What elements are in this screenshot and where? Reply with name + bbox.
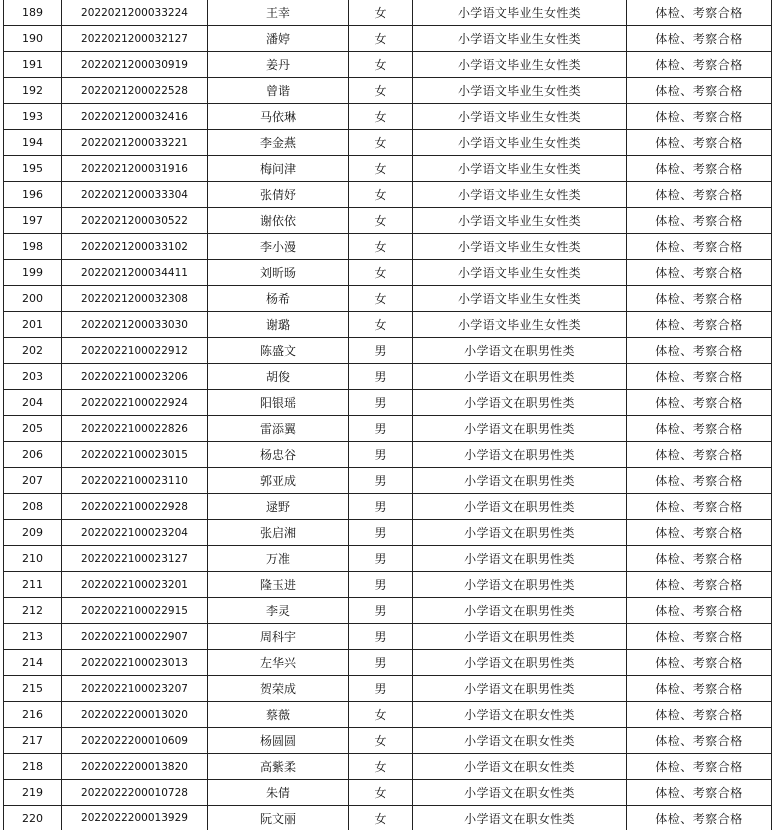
result-cell: 体检、考察合格 (627, 364, 772, 390)
result-cell: 体检、考察合格 (627, 52, 772, 78)
gender-cell: 女 (349, 312, 413, 338)
name-cell: 阮文丽 (208, 806, 349, 831)
exam-id-cell: 2022021200032416 (62, 104, 208, 130)
category-cell: 小学语文在职男性类 (413, 598, 627, 624)
exam-id-cell: 2022022100022924 (62, 390, 208, 416)
category-cell: 小学语文在职男性类 (413, 416, 627, 442)
name-cell: 张倩妤 (208, 182, 349, 208)
table-body (4, 0, 772, 830)
exam-id-cell: 2022021200033221 (62, 130, 208, 156)
category-cell: 小学语文在职男性类 (413, 676, 627, 702)
category-cell: 小学语文在职男性类 (413, 442, 627, 468)
table-row (4, 390, 772, 416)
category-cell: 小学语文毕业生女性类 (413, 52, 627, 78)
gender-cell: 女 (349, 780, 413, 806)
row-number-cell: 201 (4, 312, 62, 338)
gender-cell: 女 (349, 702, 413, 728)
gender-cell: 男 (349, 520, 413, 546)
gender-cell: 女 (349, 234, 413, 260)
name-cell: 谢璐 (208, 312, 349, 338)
table-row (4, 312, 772, 338)
result-cell: 体检、考察合格 (627, 78, 772, 104)
row-number-cell: 189 (4, 0, 62, 26)
exam-id-cell: 2022021200030522 (62, 208, 208, 234)
name-cell: 杨圆圆 (208, 728, 349, 754)
name-cell: 隆玉进 (208, 572, 349, 598)
result-cell: 体检、考察合格 (627, 572, 772, 598)
category-cell: 小学语文毕业生女性类 (413, 260, 627, 286)
exam-id-cell: 2022022100023201 (62, 572, 208, 598)
category-cell: 小学语文毕业生女性类 (413, 286, 627, 312)
name-cell: 潘婷 (208, 26, 349, 52)
row-number-cell: 217 (4, 728, 62, 754)
result-cell: 体检、考察合格 (627, 338, 772, 364)
gender-cell: 女 (349, 130, 413, 156)
result-cell: 体检、考察合格 (627, 286, 772, 312)
row-number-cell: 211 (4, 572, 62, 598)
name-cell: 逯野 (208, 494, 349, 520)
exam-id-cell: 2022021200034411 (62, 260, 208, 286)
category-cell: 小学语文毕业生女性类 (413, 234, 627, 260)
gender-cell: 女 (349, 78, 413, 104)
exam-id-cell: 2022021200033224 (62, 0, 208, 26)
category-cell: 小学语文在职男性类 (413, 624, 627, 650)
table-row (4, 234, 772, 260)
category-cell: 小学语文毕业生女性类 (413, 78, 627, 104)
gender-cell: 男 (349, 442, 413, 468)
table-row (4, 780, 772, 806)
result-cell: 体检、考察合格 (627, 156, 772, 182)
gender-cell: 女 (349, 286, 413, 312)
name-cell: 李灵 (208, 598, 349, 624)
result-cell: 体检、考察合格 (627, 182, 772, 208)
exam-id-cell: 2022022100023127 (62, 546, 208, 572)
result-cell: 体检、考察合格 (627, 598, 772, 624)
category-cell: 小学语文在职男性类 (413, 494, 627, 520)
category-cell: 小学语文毕业生女性类 (413, 182, 627, 208)
table-row (4, 728, 772, 754)
row-number-cell: 206 (4, 442, 62, 468)
result-cell: 体检、考察合格 (627, 520, 772, 546)
category-cell: 小学语文在职男性类 (413, 520, 627, 546)
name-cell: 王幸 (208, 0, 349, 26)
category-cell: 小学语文毕业生女性类 (413, 0, 627, 26)
result-cell: 体检、考察合格 (627, 0, 772, 26)
row-number-cell: 218 (4, 754, 62, 780)
name-cell: 梅问津 (208, 156, 349, 182)
exam-id-cell: 2022021200031916 (62, 156, 208, 182)
name-cell: 李金燕 (208, 130, 349, 156)
category-cell: 小学语文毕业生女性类 (413, 26, 627, 52)
gender-cell: 女 (349, 156, 413, 182)
name-cell: 张启湘 (208, 520, 349, 546)
exam-id-cell: 2022022100022907 (62, 624, 208, 650)
exam-id-cell: 2022022200010728 (62, 780, 208, 806)
gender-cell: 男 (349, 624, 413, 650)
name-cell: 刘昕旸 (208, 260, 349, 286)
row-number-cell: 216 (4, 702, 62, 728)
category-cell: 小学语文在职男性类 (413, 572, 627, 598)
gender-cell: 女 (349, 26, 413, 52)
exam-id-cell: 2022021200032308 (62, 286, 208, 312)
result-cell: 体检、考察合格 (627, 234, 772, 260)
gender-cell: 女 (349, 754, 413, 780)
table-row (4, 650, 772, 676)
category-cell: 小学语文毕业生女性类 (413, 104, 627, 130)
table-row (4, 546, 772, 572)
gender-cell: 男 (349, 598, 413, 624)
exam-id-cell: 2022022100023204 (62, 520, 208, 546)
result-cell: 体检、考察合格 (627, 780, 772, 806)
result-cell: 体检、考察合格 (627, 676, 772, 702)
row-number-cell: 191 (4, 52, 62, 78)
row-number-cell: 214 (4, 650, 62, 676)
exam-id-cell: 2022022100022826 (62, 416, 208, 442)
exam-id-cell: 2022022200013020 (62, 702, 208, 728)
gender-cell: 男 (349, 650, 413, 676)
name-cell: 朱倩 (208, 780, 349, 806)
exam-id-cell: 2022021200033102 (62, 234, 208, 260)
gender-cell: 女 (349, 0, 413, 26)
result-cell: 体检、考察合格 (627, 416, 772, 442)
table-row (4, 0, 772, 26)
row-number-cell: 202 (4, 338, 62, 364)
category-cell: 小学语文毕业生女性类 (413, 208, 627, 234)
gender-cell: 女 (349, 104, 413, 130)
gender-cell: 女 (349, 728, 413, 754)
row-number-cell: 210 (4, 546, 62, 572)
name-cell: 高紫柔 (208, 754, 349, 780)
row-number-cell: 209 (4, 520, 62, 546)
name-cell: 雷添翼 (208, 416, 349, 442)
row-number-cell: 193 (4, 104, 62, 130)
table-row (4, 494, 772, 520)
category-cell: 小学语文在职女性类 (413, 780, 627, 806)
result-cell: 体检、考察合格 (627, 650, 772, 676)
name-cell: 贺荣成 (208, 676, 349, 702)
exam-id-cell: 2022022100022912 (62, 338, 208, 364)
result-cell: 体检、考察合格 (627, 130, 772, 156)
result-cell: 体检、考察合格 (627, 494, 772, 520)
table-row (4, 676, 772, 702)
category-cell: 小学语文毕业生女性类 (413, 312, 627, 338)
gender-cell: 男 (349, 676, 413, 702)
result-cell: 体检、考察合格 (627, 806, 772, 831)
table-row (4, 104, 772, 130)
name-cell: 杨忠谷 (208, 442, 349, 468)
category-cell: 小学语文在职女性类 (413, 754, 627, 780)
result-cell: 体检、考察合格 (627, 260, 772, 286)
name-cell: 杨希 (208, 286, 349, 312)
row-number-cell: 203 (4, 364, 62, 390)
row-number-cell: 195 (4, 156, 62, 182)
category-cell: 小学语文在职女性类 (413, 728, 627, 754)
exam-id-cell: 2022022200010609 (62, 728, 208, 754)
table-row (4, 52, 772, 78)
category-cell: 小学语文在职女性类 (413, 806, 627, 831)
row-number-cell: 204 (4, 390, 62, 416)
exam-id-cell: 2022022200013929 (62, 806, 208, 831)
row-number-cell: 196 (4, 182, 62, 208)
row-number-cell: 199 (4, 260, 62, 286)
category-cell: 小学语文毕业生女性类 (413, 156, 627, 182)
gender-cell: 女 (349, 806, 413, 831)
gender-cell: 女 (349, 260, 413, 286)
result-cell: 体检、考察合格 (627, 312, 772, 338)
result-cell: 体检、考察合格 (627, 208, 772, 234)
row-number-cell: 200 (4, 286, 62, 312)
table-row (4, 364, 772, 390)
gender-cell: 男 (349, 338, 413, 364)
row-number-cell: 215 (4, 676, 62, 702)
row-number-cell: 192 (4, 78, 62, 104)
result-cell: 体检、考察合格 (627, 728, 772, 754)
table-row (4, 754, 772, 780)
row-number-cell: 219 (4, 780, 62, 806)
table-row (4, 286, 772, 312)
gender-cell: 男 (349, 546, 413, 572)
name-cell: 李小漫 (208, 234, 349, 260)
name-cell: 姜丹 (208, 52, 349, 78)
exam-id-cell: 2022021200022528 (62, 78, 208, 104)
row-number-cell: 208 (4, 494, 62, 520)
exam-id-cell: 2022021200030919 (62, 52, 208, 78)
name-cell: 万准 (208, 546, 349, 572)
exam-id-cell: 2022022100023110 (62, 468, 208, 494)
gender-cell: 男 (349, 572, 413, 598)
name-cell: 谢依依 (208, 208, 349, 234)
gender-cell: 男 (349, 364, 413, 390)
row-number-cell: 213 (4, 624, 62, 650)
exam-id-cell: 2022022100022915 (62, 598, 208, 624)
name-cell: 马依琳 (208, 104, 349, 130)
name-cell: 陈盛文 (208, 338, 349, 364)
candidate-table (3, 0, 772, 830)
table-row (4, 130, 772, 156)
table-row (4, 702, 772, 728)
exam-id-cell: 2022022100023206 (62, 364, 208, 390)
exam-id-cell: 2022021200032127 (62, 26, 208, 52)
row-number-cell: 207 (4, 468, 62, 494)
gender-cell: 女 (349, 182, 413, 208)
table-row (4, 806, 772, 831)
table-row (4, 520, 772, 546)
table-row (4, 598, 772, 624)
row-number-cell: 212 (4, 598, 62, 624)
row-number-cell: 197 (4, 208, 62, 234)
category-cell: 小学语文在职男性类 (413, 338, 627, 364)
name-cell: 胡俊 (208, 364, 349, 390)
table-row (4, 26, 772, 52)
exam-id-cell: 2022022100023207 (62, 676, 208, 702)
category-cell: 小学语文毕业生女性类 (413, 130, 627, 156)
result-cell: 体检、考察合格 (627, 468, 772, 494)
gender-cell: 男 (349, 390, 413, 416)
name-cell: 曾谐 (208, 78, 349, 104)
category-cell: 小学语文在职男性类 (413, 468, 627, 494)
table-row (4, 208, 772, 234)
exam-id-cell: 2022022100023013 (62, 650, 208, 676)
name-cell: 左华兴 (208, 650, 349, 676)
category-cell: 小学语文在职男性类 (413, 650, 627, 676)
name-cell: 周科宇 (208, 624, 349, 650)
table-row (4, 338, 772, 364)
name-cell: 蔡薇 (208, 702, 349, 728)
row-number-cell: 220 (4, 806, 62, 831)
gender-cell: 女 (349, 208, 413, 234)
gender-cell: 男 (349, 468, 413, 494)
result-cell: 体检、考察合格 (627, 754, 772, 780)
category-cell: 小学语文在职男性类 (413, 546, 627, 572)
name-cell: 郭亚成 (208, 468, 349, 494)
table-row (4, 624, 772, 650)
exam-id-cell: 2022022200013820 (62, 754, 208, 780)
row-number-cell: 194 (4, 130, 62, 156)
gender-cell: 女 (349, 52, 413, 78)
table-row (4, 78, 772, 104)
exam-id-cell: 2022021200033030 (62, 312, 208, 338)
table-row (4, 182, 772, 208)
table-row (4, 468, 772, 494)
name-cell: 阳银瑶 (208, 390, 349, 416)
row-number-cell: 205 (4, 416, 62, 442)
exam-id-cell: 2022022100023015 (62, 442, 208, 468)
result-cell: 体检、考察合格 (627, 546, 772, 572)
result-cell: 体检、考察合格 (627, 702, 772, 728)
result-cell: 体检、考察合格 (627, 26, 772, 52)
category-cell: 小学语文在职男性类 (413, 390, 627, 416)
gender-cell: 男 (349, 494, 413, 520)
result-cell: 体检、考察合格 (627, 390, 772, 416)
category-cell: 小学语文在职女性类 (413, 702, 627, 728)
result-cell: 体检、考察合格 (627, 442, 772, 468)
row-number-cell: 198 (4, 234, 62, 260)
table-row (4, 572, 772, 598)
exam-id-cell: 2022022100022928 (62, 494, 208, 520)
table-row (4, 260, 772, 286)
result-cell: 体检、考察合格 (627, 104, 772, 130)
result-cell: 体检、考察合格 (627, 624, 772, 650)
table-row (4, 442, 772, 468)
row-number-cell: 190 (4, 26, 62, 52)
gender-cell: 男 (349, 416, 413, 442)
exam-id-cell: 2022021200033304 (62, 182, 208, 208)
table-row (4, 156, 772, 182)
table-row (4, 416, 772, 442)
category-cell: 小学语文在职男性类 (413, 364, 627, 390)
